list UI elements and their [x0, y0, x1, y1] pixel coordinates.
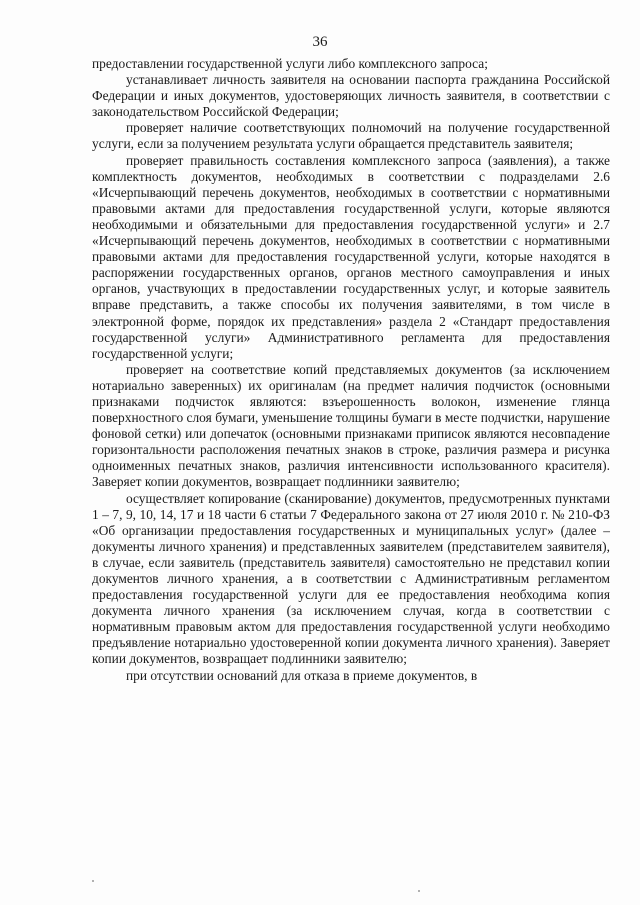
paragraph-authority-check: проверяет наличие соответствующих полномочий на получение государственной услуги, если за получением результата услуги обращается представитель заявителя;: [92, 120, 610, 152]
scan-speck: [92, 880, 94, 882]
page-number: 36: [312, 34, 328, 50]
paragraph-copy-verification: проверяет на соответствие копий представляемых документов (за исключением нотариально заверенных) их оригиналам (на предмет наличия подчисток (основными признаками подчисток являются: взъерошенность волокон, изменение глянца поверхностного слоя бумаги, уменьшение толщины бумаги в месте подчистки, нарушение фоновой сетки) или допечаток (основными признаками приписок являются несовпадение горизонтальности расположения печатных знаков в строке, различия размера и рисунка одноименных печатных знаков, различия интенсивности использованного красителя). Заверяет копии документов, возвращает подлинники заявителю;: [92, 361, 610, 490]
page-body: [92, 56, 610, 684]
paragraph-no-grounds: при отсутствии оснований для отказа в приеме документов, в: [126, 667, 478, 683]
scan-speck: [418, 890, 420, 892]
paragraph-identity-check: устанавливает личность заявителя на основании паспорта гражданина Российской Федерации и иных документов, удостоверяющих личность заявителя, в соответствии с законодательством Российской Федерации;: [92, 72, 610, 120]
paragraph-request-check: проверяет правильность составления комплексного запроса (заявления), а также комплектность документов, необходимых в соответствии с подразделами 2.6 «Исчерпывающий перечень документов, необходимых в соответствии с нормативными правовыми актами для предоставления государственной услуги, которые являются необходимыми и обязательными для предоставления государственной услуги» и 2.7 «Исчерпывающий перечень документов, необходимых в соответствии с нормативными правовыми актами для предоставления государственной услуги, которые находятся в распоряжении государственных органов, органов местного самоуправления и иных органов, участвующих в предоставлении государственных услуг, и которые заявитель вправе представить, а также способы их получения заявителями, в том числе в электронной форме, порядок их представления» раздела 2 «Стандарт предоставления государственной услуги» Административного регламента для предоставления государственной услуги;: [92, 152, 610, 361]
paragraph-scanning: осуществляет копирование (сканирование) документов, предусмотренных пунктами 1 – 7, 9, 10, 14, 17 и 18 части 6 статьи 7 Федерального закона от 27 июля 2010 г. № 210-ФЗ «Об организации предоставления государственных и муниципальных услуг» (далее – документы личного хранения) и представленных заявителем (представителем заявителя), в случае, если заявитель (представитель заявителя) самостоятельно не представил копии документов личного хранения, а в соответствии с Административным регламентом предоставления государственной услуги для ее предоставления необходима копия документа личного хранения (за исключением случая, когда в соответствии с нормативным правовым актом для предоставления государственной услуги необходимо предъявление нотариально удостоверенной копии документа личного хранения). Заверяет копии документов, возвращает подлинники заявителю;: [92, 490, 610, 667]
paragraph-continuation: предоставлении государственной услуги либо комплексного запроса;: [92, 56, 488, 71]
